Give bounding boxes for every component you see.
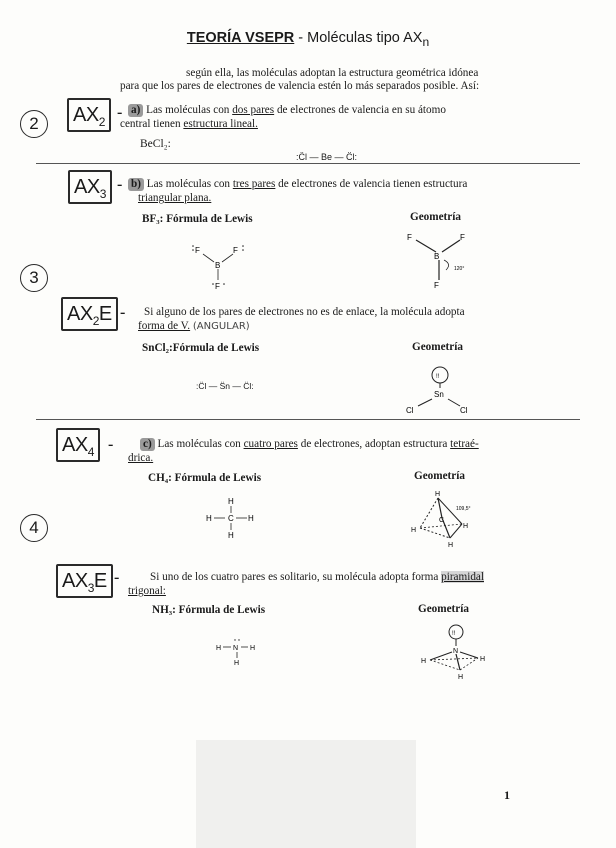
bf3-geometry-label: Geometría [410,211,461,223]
handwritten-angular: (ANGULAR) [192,321,250,332]
atom-f: F [407,233,412,242]
circled-number-2: 2 [20,110,48,138]
bf3-geometry [402,230,482,288]
divider-2 [36,419,580,420]
atom-h: H [411,527,417,534]
badge-ax3: $AX_3$ [68,170,112,204]
nh3-lewis-structure [214,632,268,672]
lone-pair: !! [436,374,440,380]
nh3-geometry [418,622,494,682]
atom-h: H [463,523,469,530]
atom-h: H [216,645,222,652]
atom-n: N [453,648,459,655]
badge-dash: - [117,104,123,121]
sncl2-geometry [402,364,472,416]
badge-dash: - [114,569,120,586]
badge-ax4: $AX_4$ [56,428,100,462]
section-b2-text-2: forma de V. (ANGULAR) [138,320,250,332]
section-c-text-2: drica. [128,452,154,464]
badge-ax2e: $AX_2E$ [61,297,118,331]
nh3-lewis-label: NH₃: Fórmula de Lewis [152,604,266,616]
sncl2-lewis-label: SnCl₂:Fórmula de Lewis [142,342,260,354]
atom-f: F [233,246,238,255]
atom-f: F [434,281,439,288]
atom-h: H [448,542,454,549]
atom-b: B [434,252,440,261]
section-b-text: b) Las moléculas con tres pares de electrones de valencia tienen estructura [128,178,558,191]
ch4-lewis-structure [204,496,264,540]
lewis-becl2: :C̈l — Be — C̈l: [296,152,358,162]
atom-h: H [250,645,256,652]
atom-f: F [215,282,220,291]
atom-h: H [458,674,464,681]
angle-label: 120° [454,266,465,272]
badge-dash: - [108,436,114,453]
atom-cl: Cl [460,406,468,415]
sncl2-geometry-label: Geometría [412,341,463,353]
scan-smudge [196,740,416,848]
atom-h: H [206,514,212,523]
intro-line-1: según ella, las moléculas adoptan la estructura geométrica idónea [186,67,479,79]
atom-sn: Sn [434,390,444,399]
badge-ax2: $AX_2$ [67,98,111,132]
bf3-lewis-label: BF₃: Fórmula de Lewis [142,213,253,225]
section-a-text-2: central tienen estructura lineal. [120,118,258,130]
ch4-geometry [406,488,486,550]
atom-f: F [195,246,200,255]
bf3-lewis-structure [186,236,256,296]
atom-n: N [233,645,239,652]
atom-c: C [228,514,234,523]
badge-dash: - [117,176,123,193]
atom-h: H [228,531,234,540]
page-title: TEORÍA VSEPR - Moléculas tipo $AX_n$ [186,30,430,49]
section-c2-text: Si uno de los cuatro pares es solitario, su molécula adopta forma piramidal [150,571,484,583]
atom-c: C [439,517,445,524]
lewis-sncl2: :C̈l — S̈n — C̈l: [196,381,254,391]
nh3-geometry-label: Geometría [418,603,469,615]
intro-line-2: para que los pares de electrones de valencia estén lo más separados posible. Así: [120,80,480,92]
atom-b: B [215,261,221,270]
divider-1 [36,163,580,164]
atom-cl: Cl [406,406,414,415]
atom-f: F [460,233,465,242]
section-a-text: a) Las moléculas con dos pares de electrones de valencia en su átomo [128,104,558,117]
lone-pair: !! [452,631,456,637]
formula-becl2: BeCl₂: [140,138,171,150]
section-c-text: c) Las moléculas con cuatro pares de electrones, adoptan estructura tetraé- [140,438,560,451]
circled-number-4: 4 [20,514,48,542]
atom-h: H [435,491,441,498]
section-b-text-2: triangular plana. [138,192,212,204]
badge-dash: - [120,304,126,321]
atom-h: H [234,660,240,667]
section-c2-text-2: trigonal: [128,585,166,597]
atom-h: H [228,497,234,506]
ch4-lewis-label: CH₄: Fórmula de Lewis [148,472,262,484]
angle-label: 109,5° [456,506,471,512]
atom-h: H [480,656,486,663]
page-number: 1 [504,788,510,802]
atom-h: H [421,658,427,665]
circled-number-3: 3 [20,264,48,292]
badge-ax3e: $AX_3E$ [56,564,113,598]
atom-h: H [248,514,254,523]
section-b2-text: Si alguno de los pares de electrones no es de enlace, la molécula adopta [144,306,465,318]
ch4-geometry-label: Geometría [414,470,465,482]
